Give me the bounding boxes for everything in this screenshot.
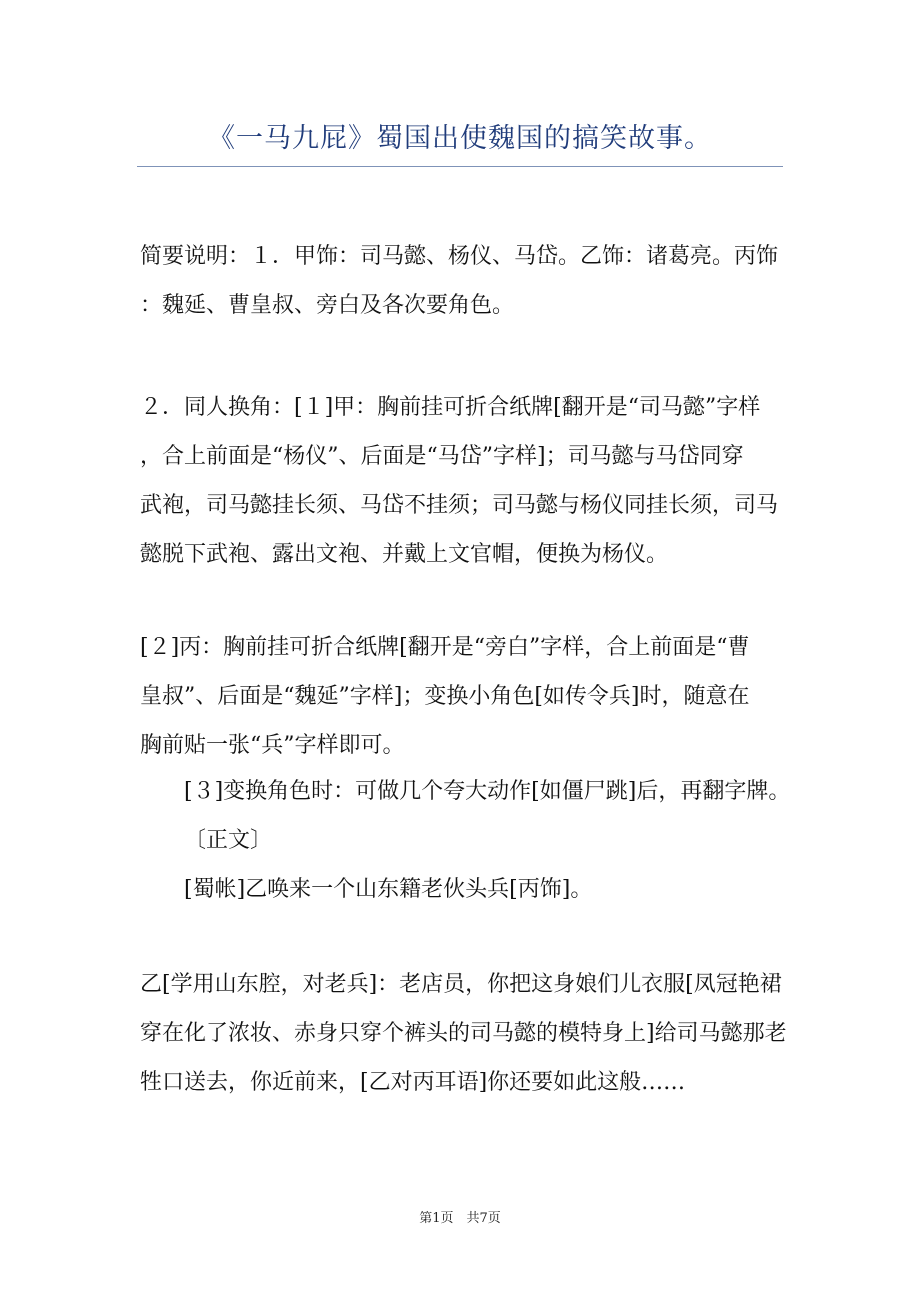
text-line: ：魏延、曹皇叔、旁白及各次要角色。 xyxy=(140,293,515,318)
document-title: 《一马九屁》蜀国出使魏国的搞笑故事。 xyxy=(208,123,712,154)
paragraph-summary xyxy=(140,232,790,330)
text-line: 简要说明：１．甲饰：司马懿、杨仪、马岱。乙饰：诸葛亮。丙饰 xyxy=(140,244,779,269)
text-line: 皇叔”、后面是“魏延”字样]；变换小角色[如传令兵]时，随意在 xyxy=(140,684,750,709)
paragraph-main-text xyxy=(140,767,790,914)
text-line: [蜀帐]乙唤来一个山东籍老伙头兵[丙饰]。 xyxy=(184,877,593,902)
text-line: 武袍，司马懿挂长须、马岱不挂须；司马懿与杨仪同挂长须，司马 xyxy=(140,493,779,518)
page-footer: 第1页 共7页 xyxy=(419,1211,501,1226)
text-line: 〔正文〕 xyxy=(184,828,273,853)
paragraph-dialogue xyxy=(140,960,790,1107)
paragraph-role-switch xyxy=(140,383,790,579)
text-line: 胸前贴一张“兵”字样即可。 xyxy=(140,733,405,758)
text-line: ，合上前面是“杨仪”、后面是“马岱”字样]；司马懿与马岱同穿 xyxy=(140,444,744,469)
title-underline xyxy=(137,166,783,167)
paragraph-bing xyxy=(140,623,790,770)
text-line: 牲口送去，你近前来，[乙对丙耳语]你还要如此这般…… xyxy=(140,1070,686,1095)
text-line: 穿在化了浓妆、赤身只穿个裤头的司马懿的模特身上]给司马懿那老 xyxy=(140,1021,787,1046)
text-line: [３]变换角色时：可做几个夸大动作[如僵尸跳]后，再翻字牌。 xyxy=(184,779,791,804)
text-line: [２]丙：胸前挂可折合纸牌[翻开是“旁白”字样，合上前面是“曹 xyxy=(140,635,750,660)
text-line: ２．同人换角：[１]甲：胸前挂可折合纸牌[翻开是“司马懿”字样 xyxy=(140,395,761,420)
text-line: 乙[学用山东腔，对老兵]：老店员，你把这身娘们儿衣服[凤冠艳裙 xyxy=(140,972,782,997)
text-line: 懿脱下武袍、露出文袍、并戴上文官帽，便换为杨仪。 xyxy=(140,542,669,567)
